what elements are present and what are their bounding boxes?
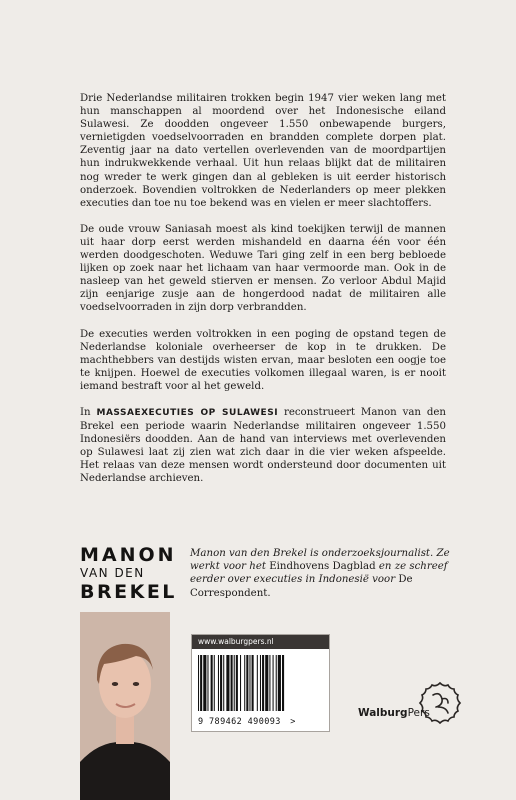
summary-paragraph-2: De oude vrouw Saniasah moest als kind toekijken terwijl de mannen uit haar dorp eerst werden mishandeld en daarna één voor één werden doodgeschoten. Weduwe Tari ging zelf in een berg bebloede lijken op zoek naar het lichaam van haar vermoorde man. Ook in de nasleep van het geweld stierven er mensen. Zo verloor Abdul Majid zijn eenjarige zusje aan de hongerdood nadat de militairen alle voedselvoorraden in zijn dorp verbrandden. — [80, 223, 446, 314]
author-photo — [80, 612, 170, 800]
back-cover-summary — [80, 92, 446, 499]
summary-paragraph-1: Drie Nederlandse militairen trokken begin 1947 vier weken lang met hun manschappen al moordend over het Indonesische eiland Sulawesi. Ze doodden ongeveer 1.550 onbewapende burgers, vernietigden voedselvoorraden en brandden complete dorpen plat. Zeventig jaar na dato vertellen overlevenden van de moordpartijen hun indrukwekkende verhaal. Uit hun relaas blijkt dat de militairen nog wreder te werk gingen dan al gebleken is uit eerder historisch onderzoek. Bovendien voltrokken de Nederlanders op meer plekken executies dan toe nu toe bekend was en vielen er meer slachtoffers. — [80, 93, 446, 209]
publisher-seal-icon — [418, 681, 462, 725]
author-bio-part1: Manon van den Brekel is onderzoeksjournalist. Ze werkt voor het — [190, 548, 450, 573]
barcode-bars — [198, 655, 323, 711]
author-bio-publication: De Correspondent. — [190, 574, 413, 599]
isbn-number: 9 789462 490093 — [198, 717, 281, 727]
author-name-block — [80, 544, 177, 603]
author-name-line3: BREKEL — [80, 581, 177, 603]
publisher-name-regular: Pers — [407, 707, 430, 719]
author-bio-newspaper: Eindhovens Dagblad — [269, 561, 376, 573]
book-title: MASSAEXECUTIES OP SULAWESI — [96, 407, 279, 418]
isbn-digits — [198, 717, 296, 727]
summary-paragraph-4 — [80, 406, 446, 486]
author-bio — [190, 547, 452, 600]
author-name-line2: VAN DEN — [80, 566, 145, 580]
author-name-line1: MANON — [80, 544, 177, 566]
summary-p4-prefix: In — [80, 406, 91, 418]
publisher-url: www.walburgpers.nl — [192, 635, 329, 649]
author-bio-part2: en ze schreef eerder over executies in Indonesië voor — [190, 561, 448, 586]
isbn-barcode — [191, 634, 330, 732]
publisher-name-bold: Walburg — [358, 707, 408, 719]
author-portrait-icon — [80, 612, 170, 800]
summary-paragraph-3: De executies werden voltrokken in een poging de opstand tegen de Nederlandse koloniale overheerser de kop in te drukken. De machthebbers van destijds wisten ervan, maar besloten een oogje toe te knijpen. Hoewel de executies volkomen illegaal waren, is er nooit iemand bestraft voor al het geweld. — [80, 328, 446, 392]
isbn-arrow: > — [290, 717, 296, 727]
summary-p4-suffix: reconstrueert Manon van den Brekel een periode waarin Nederlandse militairen ongeveer 1.550 Indonesiërs doodden. Aan de hand van interviews met overlevenden op Sulawesi laat zij zien wat zich daar in die vier weken afspeelde. Het relaas van deze mensen wordt ondersteund door documenten uit Nederlandse archieven. — [80, 406, 446, 485]
